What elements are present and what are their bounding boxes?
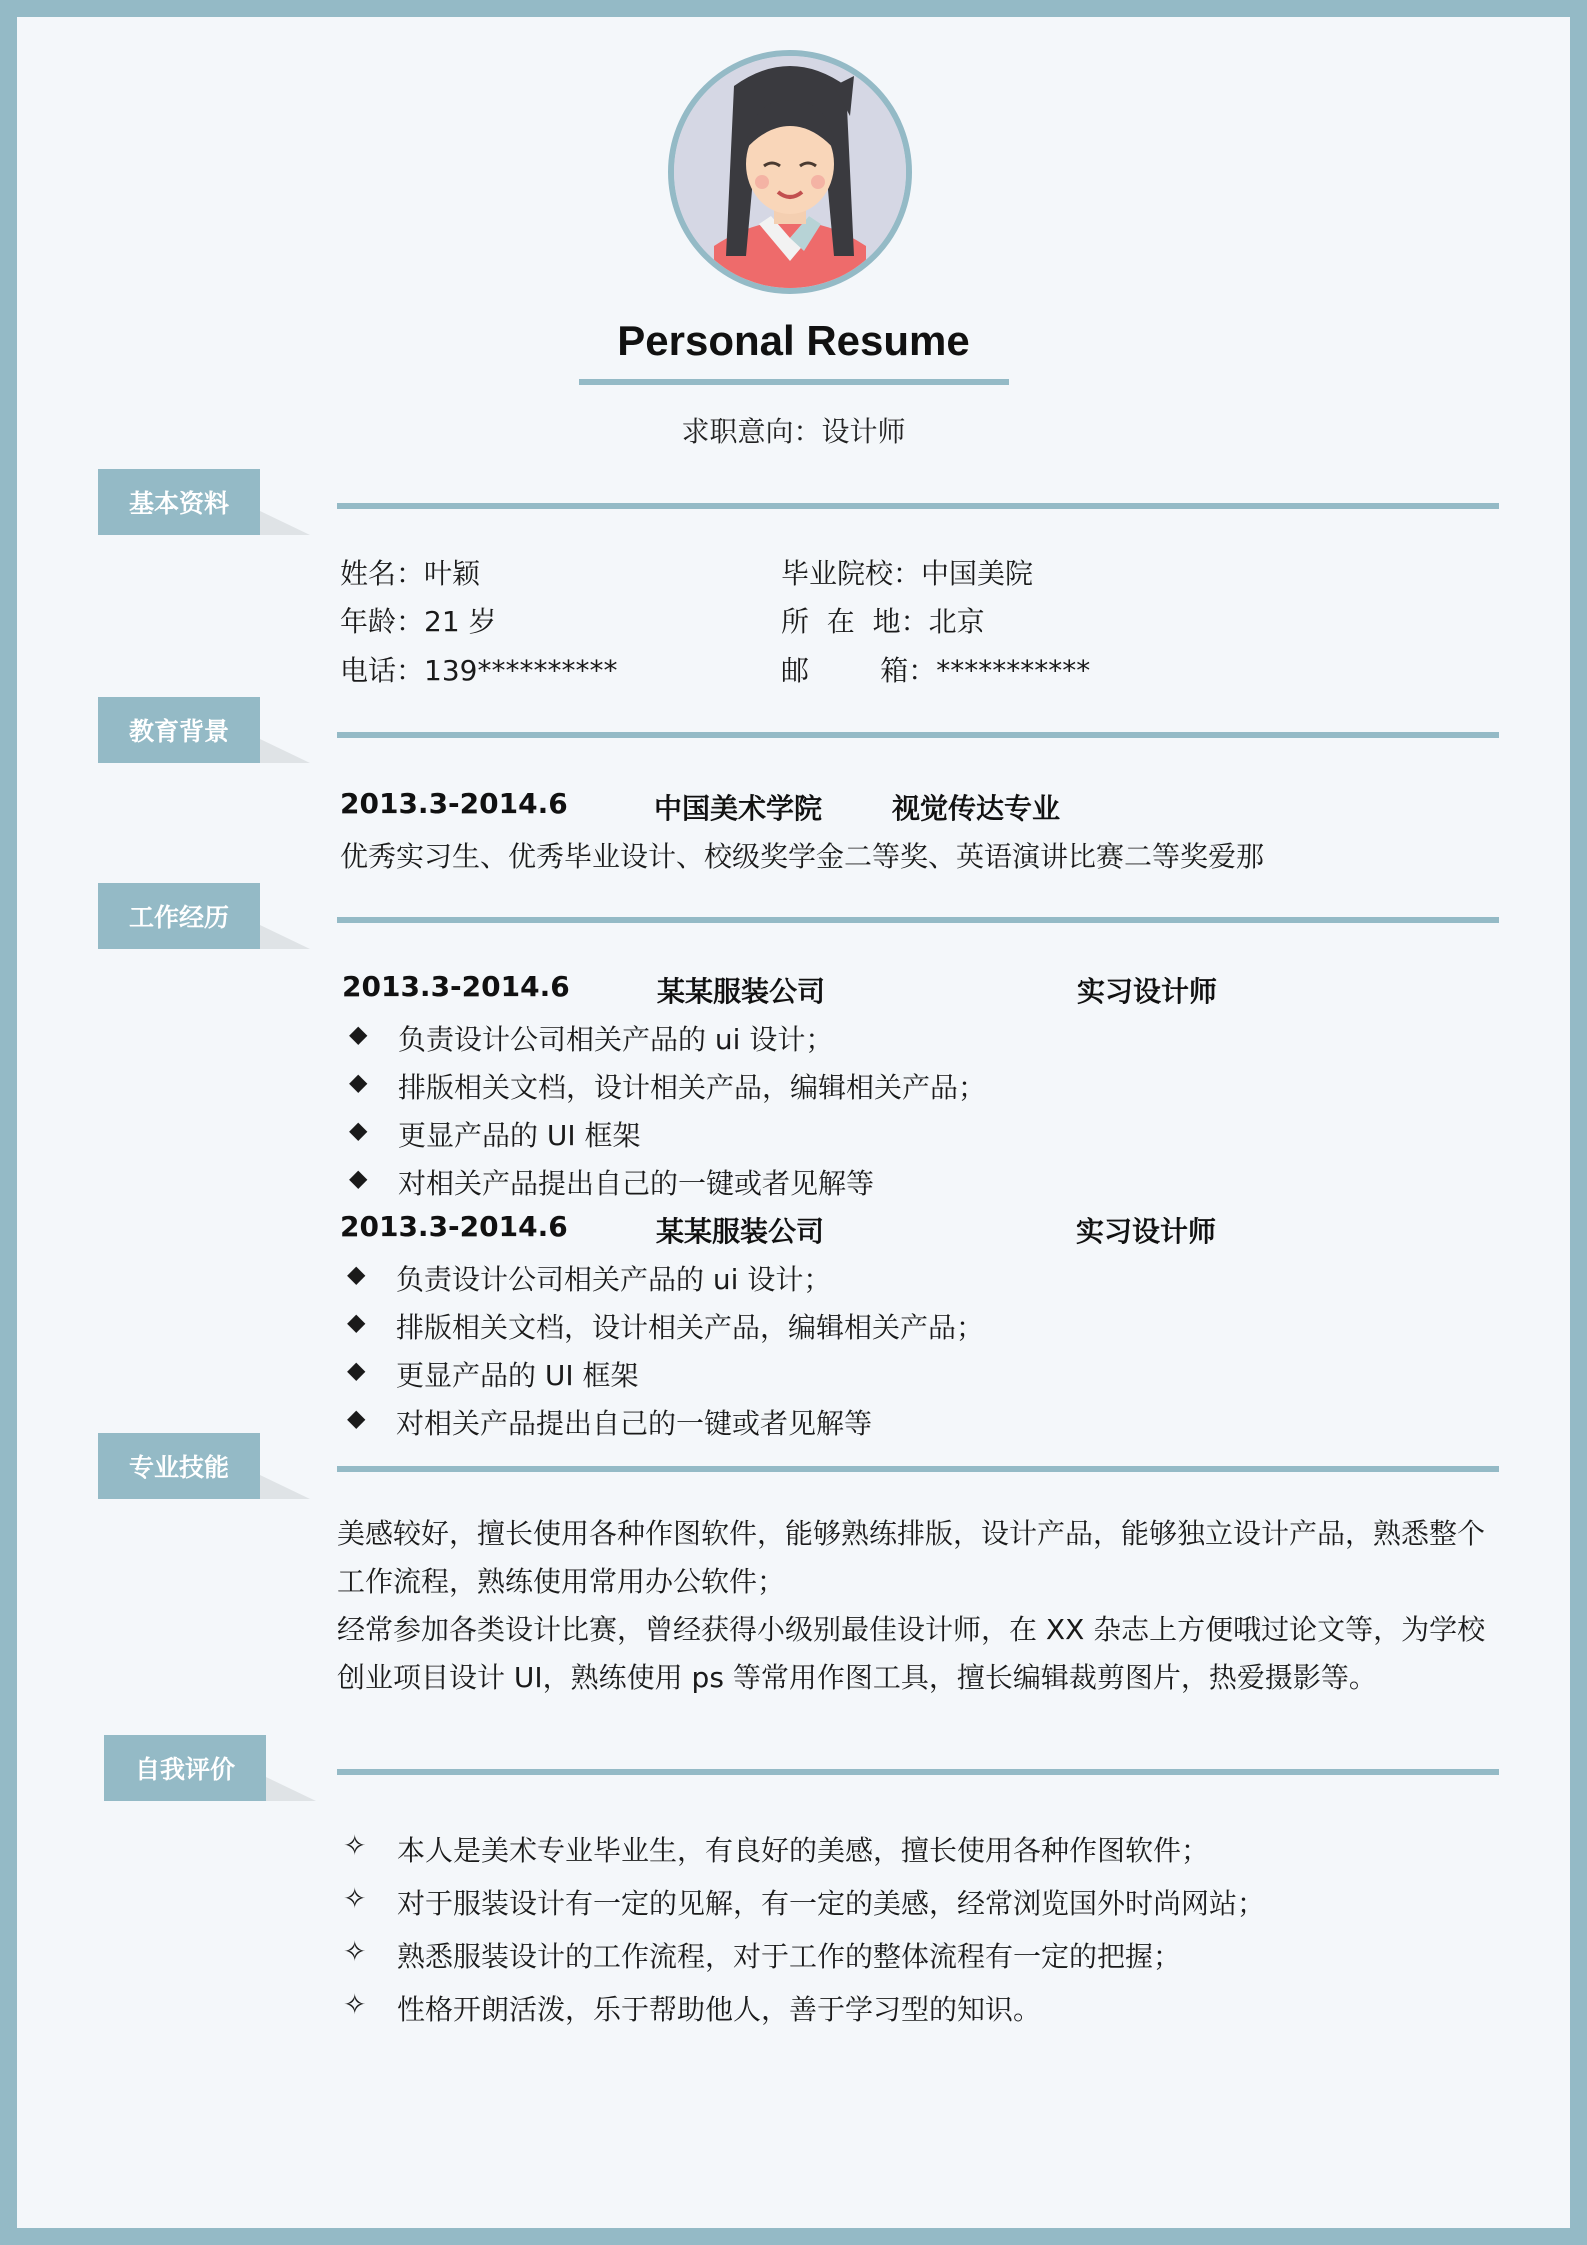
section-rule: [337, 503, 1499, 509]
star-bullet-icon: ✧: [343, 1882, 367, 1915]
section-tag-shadow: [260, 739, 310, 763]
diamond-bullet-icon: ◆: [349, 1020, 368, 1048]
edu-school: 中国美术学院: [654, 792, 823, 825]
star-bullet-icon: ✧: [343, 1988, 367, 2021]
work-duty: 更显产品的 UI 框架: [396, 1359, 639, 1392]
work-duty: 负责设计公司相关产品的 ui 设计；: [398, 1023, 834, 1056]
section-tag-self: 自我评价: [104, 1735, 266, 1801]
work-duty: 排版相关文档，设计相关产品，编辑相关产品；: [396, 1311, 985, 1344]
basic-age: 年龄：21 岁: [340, 605, 497, 638]
work-company: 某某服装公司: [656, 1215, 825, 1248]
avatar: [668, 50, 912, 294]
work-company: 某某服装公司: [657, 975, 826, 1008]
page-title: Personal Resume: [617, 317, 970, 364]
skills-paragraph: 经常参加各类设计比赛，曾经获得小级别最佳设计师，在 XX 杂志上方便哦过论文等，为学校创业项目设计 UI，熟练使用 ps 等常用作图工具，擅长编辑裁剪图片，热爱摄影等。: [337, 1613, 1486, 1694]
section-tag-shadow: [266, 1777, 316, 1801]
work-duty: 排版相关文档，设计相关产品，编辑相关产品；: [398, 1071, 987, 1104]
work-duty: 对相关产品提出自己的一键或者见解等: [398, 1167, 875, 1200]
basic-school: 毕业院校：中国美院: [781, 557, 1034, 590]
skills-paragraph: 美感较好，擅长使用各种作图软件，能够熟练排版，设计产品，能够独立设计产品，熟悉整个工作流程，熟练使用常用办公软件；: [337, 1517, 1486, 1598]
edu-period: 2013.3-2014.6: [340, 787, 568, 820]
basic-phone: 电话：139**********: [340, 654, 618, 687]
job-intention: 求职意向：设计师: [681, 415, 906, 448]
edu-awards: 优秀实习生、优秀毕业设计、校级奖学金二等奖、英语演讲比赛二等奖爱那: [340, 840, 1265, 873]
self-eval-item: 性格开朗活泼，乐于帮助他人，善于学习型的知识。: [397, 1993, 1042, 2026]
section-rule: [337, 917, 1499, 923]
section-tag-skills: 专业技能: [98, 1433, 260, 1499]
work-role: 实习设计师: [1076, 1215, 1217, 1248]
work-period: 2013.3-2014.6: [342, 970, 570, 1003]
diamond-bullet-icon: ◆: [349, 1164, 368, 1192]
diamond-bullet-icon: ◆: [347, 1260, 366, 1288]
section-rule: [337, 1466, 1499, 1472]
diamond-bullet-icon: ◆: [349, 1116, 368, 1144]
self-eval-item: 本人是美术专业毕业生，有良好的美感，擅长使用各种作图软件；: [397, 1834, 1210, 1867]
section-tag-work: 工作经历: [98, 883, 260, 949]
work-duty: 负责设计公司相关产品的 ui 设计；: [396, 1263, 832, 1296]
section-tag-shadow: [260, 511, 310, 535]
work-duty: 更显产品的 UI 框架: [398, 1119, 641, 1152]
section-tag-shadow: [260, 925, 310, 949]
basic-location: 所 在 地：北京: [781, 605, 985, 638]
diamond-bullet-icon: ◆: [347, 1404, 366, 1432]
section-tag-basic: 基本资料: [98, 469, 260, 535]
self-eval-item: 熟悉服装设计的工作流程，对于工作的整体流程有一定的把握；: [397, 1940, 1182, 1973]
edu-major: 视觉传达专业: [892, 792, 1061, 825]
diamond-bullet-icon: ◆: [347, 1308, 366, 1336]
title-underline: [579, 379, 1009, 385]
diamond-bullet-icon: ◆: [349, 1068, 368, 1096]
section-rule: [337, 1769, 1499, 1775]
section-tag-education: 教育背景: [98, 697, 260, 763]
star-bullet-icon: ✧: [343, 1829, 367, 1862]
section-rule: [337, 732, 1499, 738]
diamond-bullet-icon: ◆: [347, 1356, 366, 1384]
work-duty: 对相关产品提出自己的一键或者见解等: [396, 1407, 873, 1440]
work-period: 2013.3-2014.6: [340, 1210, 568, 1243]
section-tag-shadow: [260, 1475, 310, 1499]
basic-name: 姓名：叶颖: [340, 557, 481, 590]
star-bullet-icon: ✧: [343, 1935, 367, 1968]
avatar-illustration-icon: [674, 56, 906, 288]
work-role: 实习设计师: [1077, 975, 1218, 1008]
basic-email: 邮 箱：***********: [781, 654, 1091, 687]
self-eval-item: 对于服装设计有一定的见解，有一定的美感，经常浏览国外时尚网站；: [397, 1887, 1266, 1920]
